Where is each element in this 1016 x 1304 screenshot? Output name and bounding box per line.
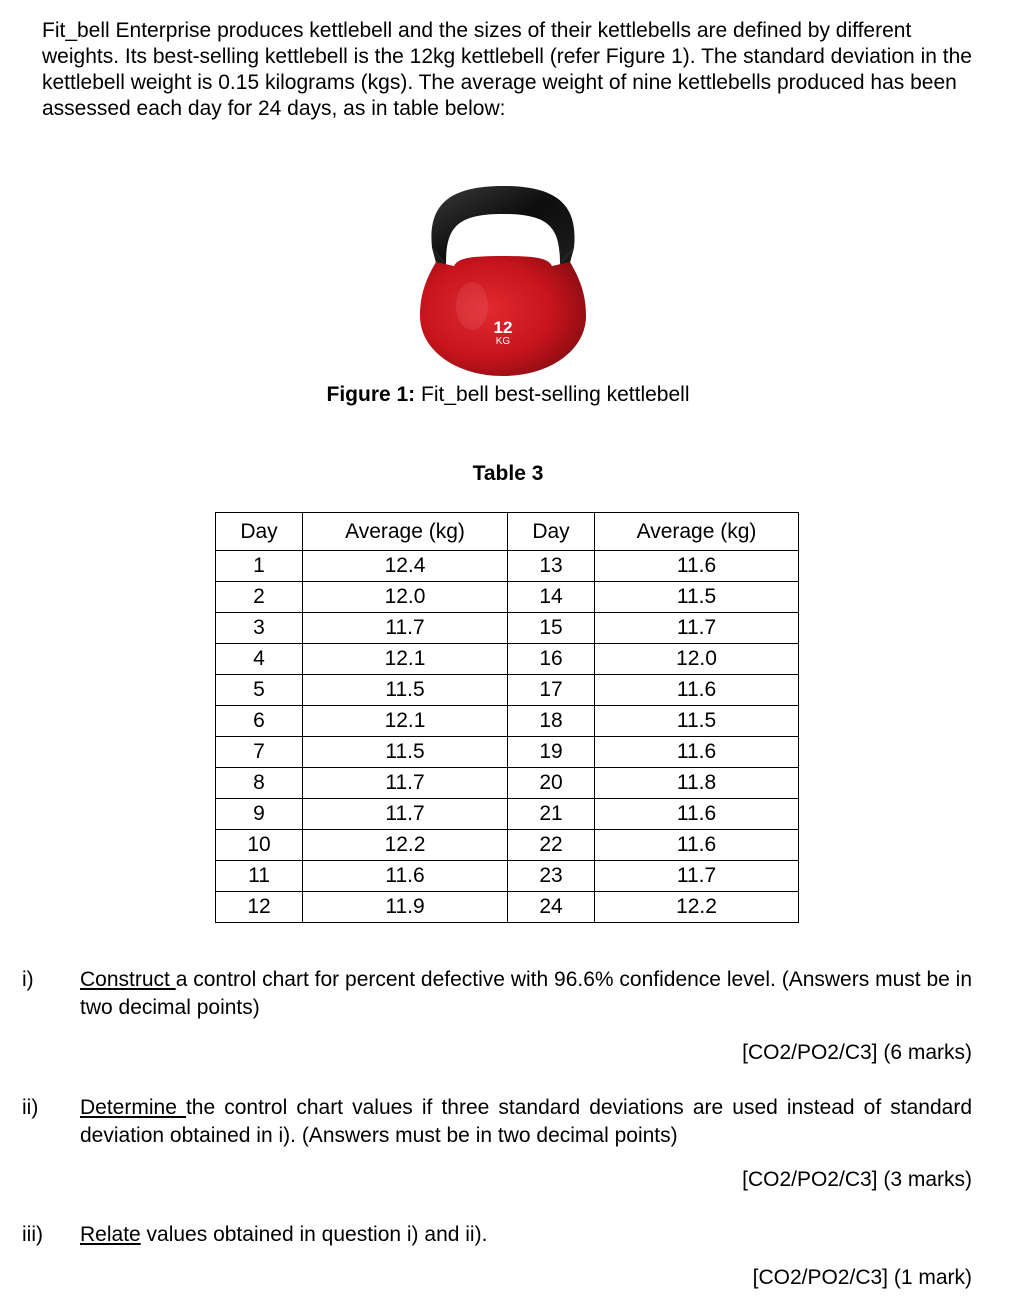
table-body — [216, 551, 799, 923]
table-cell-average: 11.6 — [303, 861, 508, 892]
table-cell-day: 9 — [216, 799, 303, 830]
table-cell-day: 22 — [508, 830, 595, 861]
weight-label: 12 — [493, 318, 513, 337]
question-1-text — [80, 966, 972, 1022]
question-3-keyword: Relate — [80, 1223, 141, 1246]
table-cell-day: 5 — [216, 675, 303, 706]
table-cell-average: 11.6 — [595, 830, 799, 861]
table-row — [216, 737, 799, 768]
table-row — [216, 644, 799, 675]
table-cell-day: 23 — [508, 861, 595, 892]
table-cell-average: 12.4 — [303, 551, 508, 582]
table-cell-day: 17 — [508, 675, 595, 706]
question-1-number: i) — [22, 968, 34, 991]
table-row — [216, 613, 799, 644]
table-cell-day: 13 — [508, 551, 595, 582]
table-cell-day: 2 — [216, 582, 303, 613]
table-cell-average: 11.5 — [303, 675, 508, 706]
header-day-2: Day — [508, 513, 595, 551]
table-cell-average: 11.6 — [595, 799, 799, 830]
table-cell-day: 3 — [216, 613, 303, 644]
table-cell-day: 15 — [508, 613, 595, 644]
table-cell-day: 21 — [508, 799, 595, 830]
question-3-body: values obtained in question i) and ii). — [140, 1223, 488, 1246]
table-cell-average: 12.2 — [595, 892, 799, 923]
table-row — [216, 861, 799, 892]
table-cell-average: 11.5 — [303, 737, 508, 768]
table-cell-day: 19 — [508, 737, 595, 768]
table-cell-average: 11.7 — [595, 613, 799, 644]
table-cell-average: 12.0 — [303, 582, 508, 613]
table-cell-average: 12.1 — [303, 706, 508, 737]
figure-caption — [0, 383, 1016, 407]
kettlebell-icon — [410, 178, 596, 378]
table-cell-day: 1 — [216, 551, 303, 582]
table-cell-average: 11.5 — [595, 582, 799, 613]
header-day-1: Day — [216, 513, 303, 551]
table-cell-day: 14 — [508, 582, 595, 613]
table-row — [216, 706, 799, 737]
table-title: Table 3 — [472, 462, 544, 485]
table-cell-average: 11.7 — [303, 768, 508, 799]
table-row — [216, 799, 799, 830]
kettlebell-figure — [410, 178, 596, 378]
question-2-body: the control chart values if three standard deviations are used instead of standard deviation obtained in i). (Answers must be in two decimal points) — [80, 1096, 973, 1147]
question-2-number: ii) — [22, 1096, 39, 1119]
table-cell-average: 11.6 — [595, 551, 799, 582]
table-cell-day: 16 — [508, 644, 595, 675]
table-cell-day: 8 — [216, 768, 303, 799]
table-cell-average: 11.7 — [303, 613, 508, 644]
table-cell-day: 10 — [216, 830, 303, 861]
table-cell-day: 24 — [508, 892, 595, 923]
table-cell-average: 11.6 — [595, 675, 799, 706]
question-3-marks: [CO2/PO2/C3] (1 mark) — [752, 1266, 972, 1289]
table-cell-average: 11.7 — [595, 861, 799, 892]
table-cell-average: 11.8 — [595, 768, 799, 799]
table-row — [216, 892, 799, 923]
question-3-number: iii) — [22, 1223, 43, 1246]
question-2-text — [80, 1094, 972, 1150]
weights-table — [215, 512, 799, 923]
question-1-keyword: Construct — [80, 968, 176, 991]
figure-caption-prefix: Figure 1: — [326, 383, 416, 406]
table-row — [216, 830, 799, 861]
question-1-body: a control chart for percent defective with 96.6% confidence level. (Answers must be in two decimal points) — [80, 968, 972, 1019]
table-cell-average: 11.5 — [595, 706, 799, 737]
table-cell-average: 11.6 — [595, 737, 799, 768]
table-cell-day: 12 — [216, 892, 303, 923]
table-cell-average: 11.7 — [303, 799, 508, 830]
table-cell-average: 11.9 — [303, 892, 508, 923]
unit-label: KG — [495, 336, 511, 347]
table-row — [216, 675, 799, 706]
question-1-marks: [CO2/PO2/C3] (6 marks) — [742, 1041, 972, 1064]
header-average-2: Average (kg) — [595, 513, 799, 551]
table-cell-day: 7 — [216, 737, 303, 768]
table-cell-day: 11 — [216, 861, 303, 892]
header-average-1: Average (kg) — [303, 513, 508, 551]
question-2-marks: [CO2/PO2/C3] (3 marks) — [742, 1168, 972, 1191]
intro-paragraph: Fit_bell Enterprise produces kettlebell and the sizes of their kettlebells are defined by different weights. Its best-selling kettlebell is the 12kg kettlebell (refer Figure 1). The standard deviation in the kettlebell weight is 0.15 kilograms (kgs). The average weight of nine kettlebells produced has been assessed each day for 24 days, as in table below: — [42, 19, 972, 120]
figure-caption-text: Fit_bell best-selling kettlebell — [415, 383, 690, 406]
table-cell-average: 12.1 — [303, 644, 508, 675]
table-cell-average: 12.2 — [303, 830, 508, 861]
table-cell-average: 12.0 — [595, 644, 799, 675]
question-2-keyword: Determine — [80, 1096, 186, 1119]
table-row — [216, 768, 799, 799]
table-cell-day: 20 — [508, 768, 595, 799]
table-row — [216, 551, 799, 582]
table-cell-day: 6 — [216, 706, 303, 737]
table-cell-day: 4 — [216, 644, 303, 675]
question-3-text — [80, 1221, 972, 1249]
table-row — [216, 582, 799, 613]
table-cell-day: 18 — [508, 706, 595, 737]
table-header-row — [216, 513, 799, 551]
